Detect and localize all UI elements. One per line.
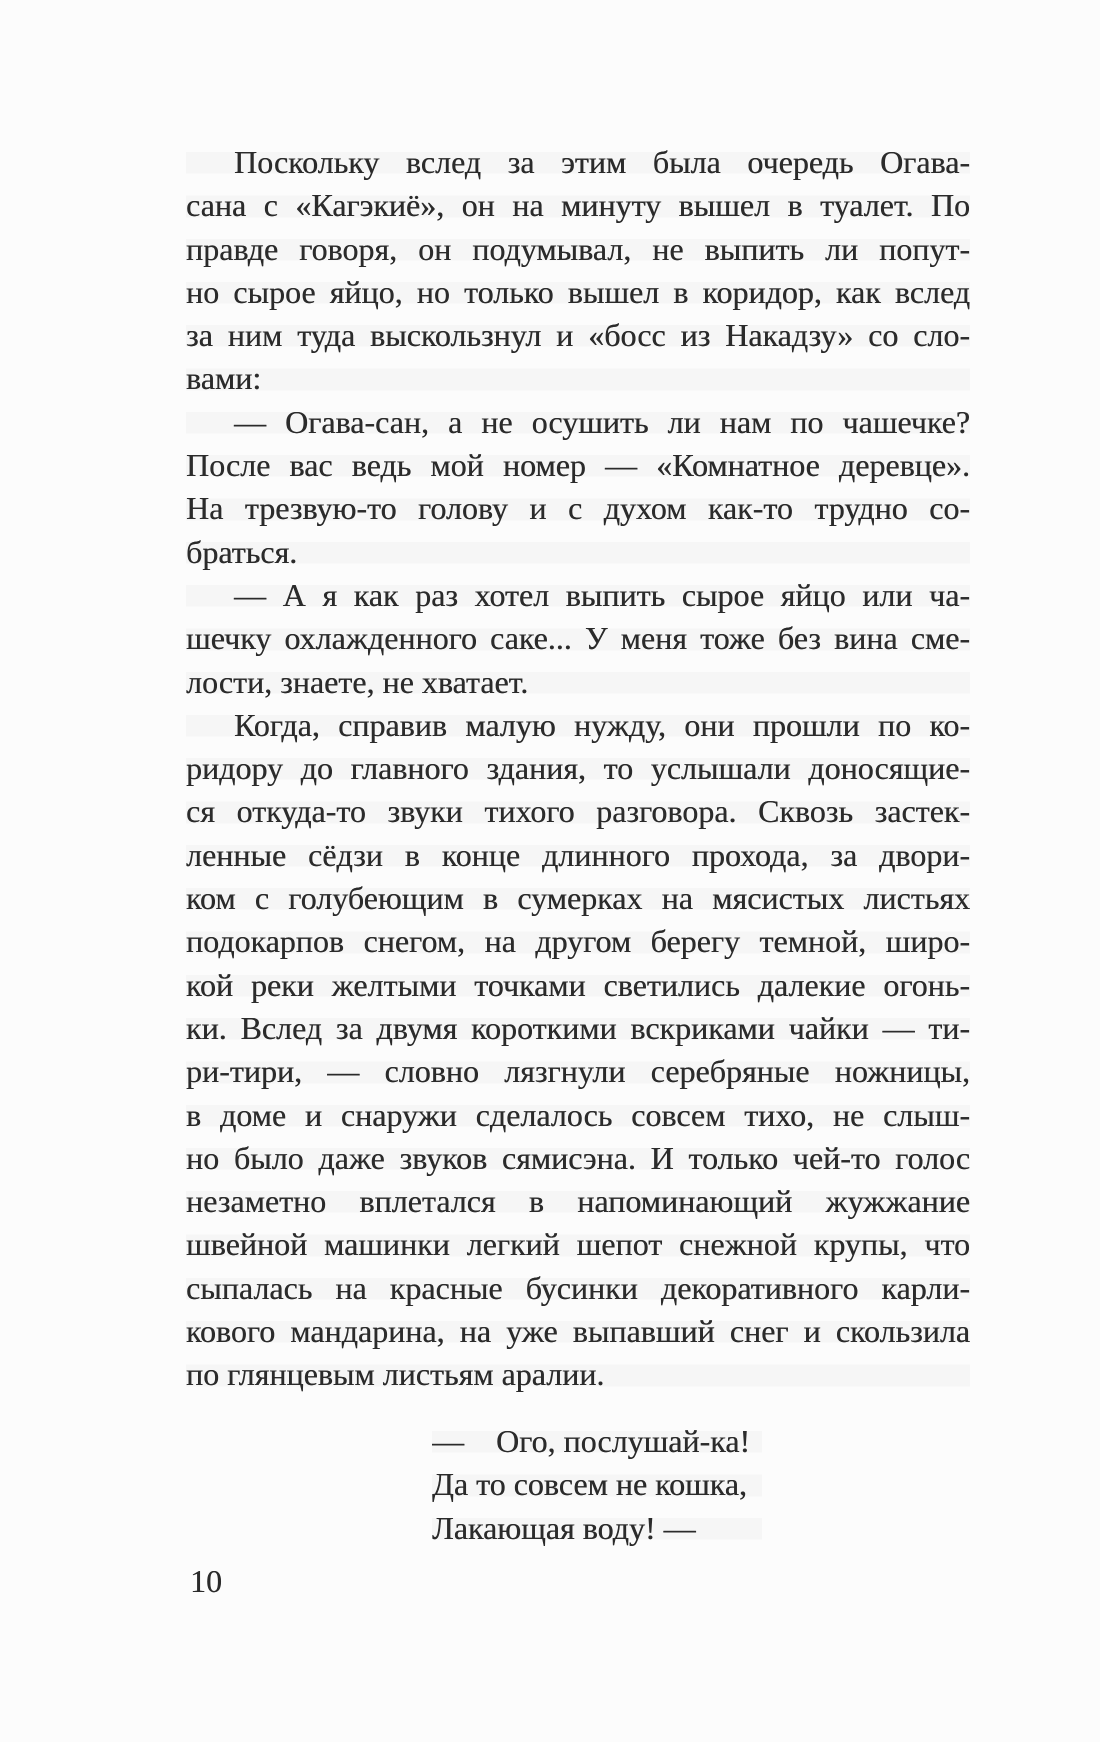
text-line: ки. Вслед за двумя короткими вскриками чайки — ти- <box>186 1007 970 1050</box>
text-line: Поскольку вслед за этим была очередь Огава- <box>186 141 970 184</box>
text-line: — Огава-сан, а не осушить ли нам по чашечке? <box>186 401 970 444</box>
text-line: кового мандарина, на уже выпавший снег и скользила <box>186 1310 970 1353</box>
text-line: шечку охлажденного саке... У меня тоже без вина сме- <box>186 617 970 660</box>
text-line: ленные сёдзи в конце длинного прохода, за двори- <box>186 834 970 877</box>
text-line: сыпалась на красные бусинки декоративного карли- <box>186 1267 970 1310</box>
paragraph <box>186 574 970 704</box>
text-line: незаметно вплетался в напоминающий жужжание <box>186 1180 970 1223</box>
text-line: На трезвую-то голову и с духом как-то трудно со- <box>186 487 970 530</box>
text-line: в доме и снаружи сделалось совсем тихо, не слыш- <box>186 1094 970 1137</box>
text-line: ридору до главного здания, то услышали доносящие- <box>186 747 970 790</box>
text-line: браться. <box>186 531 970 574</box>
body-text <box>186 141 970 1397</box>
text-line: вами: <box>186 357 970 400</box>
paragraph <box>186 141 970 401</box>
text-line: ком с голубеющим в сумерках на мясистых листьях <box>186 877 970 920</box>
text-line: После вас ведь мой номер — «Комнатное деревце». <box>186 444 970 487</box>
text-line: правде говоря, он подумывал, не выпить ли попут- <box>186 228 970 271</box>
text-line: подокарпов снегом, на другом берегу темной, широ- <box>186 920 970 963</box>
text-line: за ним туда выскользнул и «босс из Накадзу» со сло- <box>186 314 970 357</box>
text-line: но сырое яйцо, но только вышел в коридор, как вслед <box>186 271 970 314</box>
paragraph <box>186 704 970 1397</box>
text-line: кой реки желтыми точками светились далекие огонь- <box>186 964 970 1007</box>
text-line: лости, знаете, не хватает. <box>186 661 970 704</box>
verse-line: Да то совсем не кошка, <box>432 1463 762 1506</box>
text-line: Когда, справив малую нужду, они прошли по ко- <box>186 704 970 747</box>
paragraph <box>186 401 970 574</box>
text-line: сана с «Кагэкиё», он на минуту вышел в туалет. По <box>186 184 970 227</box>
text-line: но было даже звуков сямисэна. И только чей-то голос <box>186 1137 970 1180</box>
text-line: ри-тири, — словно лязгнули серебряные ножницы, <box>186 1050 970 1093</box>
text-line: — А я как раз хотел выпить сырое яйцо или ча- <box>186 574 970 617</box>
verse-line: Лакающая воду! — <box>432 1507 762 1550</box>
text-line: по глянцевым листьям аралии. <box>186 1353 970 1396</box>
text-line: швейной машинки легкий шепот снежной крупы, что <box>186 1223 970 1266</box>
text-line: ся откуда-то звуки тихого разговора. Сквозь застек- <box>186 790 970 833</box>
verse-block <box>432 1420 762 1550</box>
page-number: 10 <box>190 1563 222 1599</box>
verse-line: — Ого, послушай-ка! <box>432 1420 762 1463</box>
